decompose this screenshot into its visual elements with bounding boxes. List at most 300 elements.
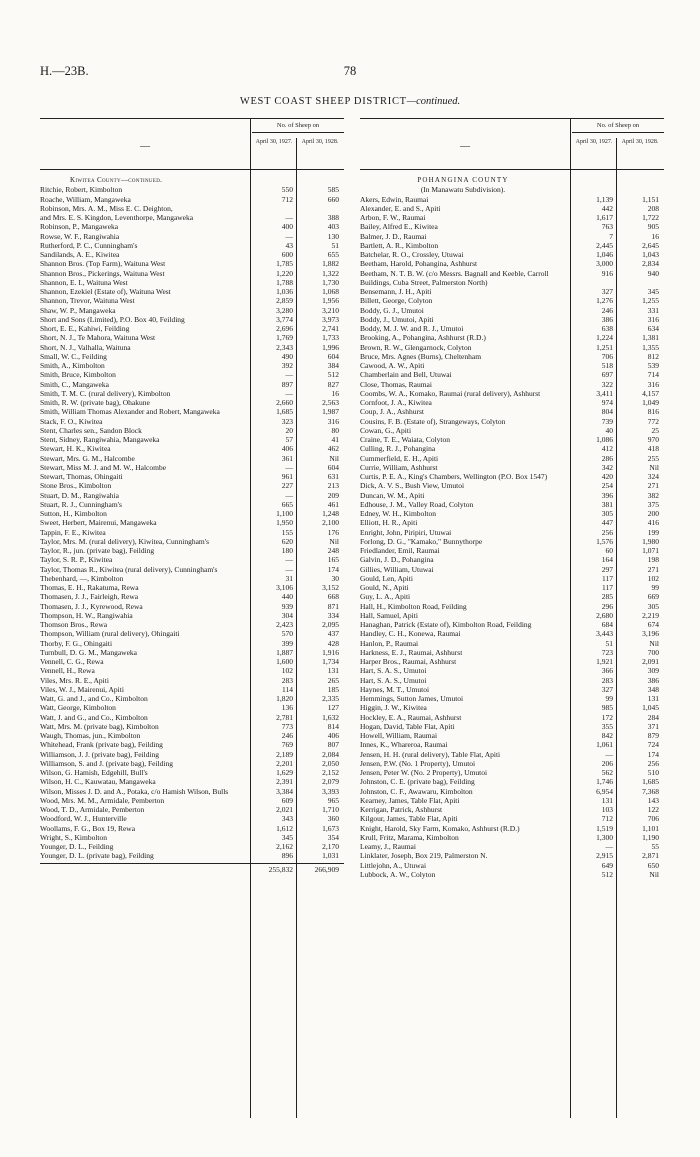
sheep-1928: 403 bbox=[327, 222, 339, 232]
owner-name: Boddy, J., Umutoi, Apiti bbox=[360, 314, 434, 324]
sheep-1927: 490 bbox=[281, 351, 293, 361]
table-row bbox=[40, 407, 344, 416]
sheep-1927: 327 bbox=[601, 684, 613, 694]
table-row bbox=[40, 232, 344, 241]
sheep-1928: 316 bbox=[647, 314, 659, 324]
sheep-1928: 265 bbox=[327, 675, 339, 685]
owner-name: Rutherford, P. C., Cunningham's bbox=[40, 240, 138, 250]
sheep-1927: 1,685 bbox=[276, 407, 293, 417]
sheep-1928: 199 bbox=[647, 527, 659, 537]
sheep-1927: 2,423 bbox=[276, 620, 293, 629]
sheep-1927: 246 bbox=[601, 305, 613, 315]
table-row bbox=[40, 694, 344, 703]
table-row bbox=[40, 676, 344, 685]
owner-name: Coombs, W. A., Komako, Raumai (rural delivery), Ashhurst bbox=[360, 388, 541, 398]
table-row bbox=[360, 583, 664, 592]
owner-name: and Mrs. E. S. Kingdon, Leventhorpe, Mangaweka bbox=[40, 213, 194, 222]
table-row bbox=[40, 805, 344, 814]
sheep-1927: 381 bbox=[601, 499, 613, 509]
table-row bbox=[40, 842, 344, 851]
owner-name: Stone Bros., Kimbolton bbox=[40, 481, 112, 491]
table-row bbox=[360, 352, 664, 361]
sheep-1927: 1,612 bbox=[276, 823, 293, 833]
sheep-1927: 164 bbox=[601, 555, 613, 565]
table-row bbox=[40, 426, 344, 435]
owner-name: Hart, S. A. S., Umutoi bbox=[360, 666, 427, 676]
sheep-1927: 20 bbox=[285, 425, 293, 435]
sheep-1927: 723 bbox=[601, 647, 613, 657]
table-row bbox=[360, 870, 664, 879]
sheep-1927: 400 bbox=[281, 222, 293, 232]
owner-name: Taylor, Mrs. M. (rural delivery), Kiwitea, Cunningham's bbox=[40, 536, 210, 546]
table-row bbox=[360, 851, 664, 860]
sheep-1928: 3,152 bbox=[322, 583, 339, 592]
sheep-1927: 1,617 bbox=[596, 213, 613, 222]
sheep-1927: — bbox=[605, 842, 613, 851]
sheep-1928: 2,100 bbox=[322, 518, 339, 528]
sheep-1927: 103 bbox=[601, 805, 613, 814]
owner-name: Kearney, James, Table Flat, Apiti bbox=[360, 795, 460, 805]
sheep-1927: 43 bbox=[285, 240, 293, 250]
table-row bbox=[360, 620, 664, 629]
sheep-1928: 1,673 bbox=[322, 823, 339, 833]
owner-name: Short, N. J., Te Mahora, Waituna West bbox=[40, 333, 156, 343]
sheep-1927: 3,280 bbox=[276, 305, 293, 315]
table-row bbox=[360, 241, 664, 250]
table-row bbox=[360, 537, 664, 546]
owner-name: Roache, William, Mangaweka bbox=[40, 194, 131, 204]
sheep-1928: 2,834 bbox=[642, 259, 659, 269]
sheep-1927: 399 bbox=[281, 638, 293, 648]
sheep-1928: 248 bbox=[327, 546, 339, 555]
table-row bbox=[40, 370, 344, 379]
owner-name: Short and Sons (Limited), P.O. Box 40, Feilding bbox=[40, 314, 185, 324]
sheep-1927: 512 bbox=[601, 869, 613, 879]
sheep-1927: 1,519 bbox=[596, 823, 613, 833]
owner-name: Billett, George, Colyton bbox=[360, 296, 433, 306]
sheep-1928: 371 bbox=[647, 721, 659, 731]
sheep-1928: 324 bbox=[647, 472, 659, 481]
page-title bbox=[0, 96, 700, 107]
sheep-1928: 724 bbox=[647, 740, 659, 750]
sheep-1928: 816 bbox=[647, 407, 659, 417]
table-row bbox=[360, 315, 664, 324]
sheep-1927: 1,921 bbox=[596, 657, 613, 666]
sheep-1928: 3,196 bbox=[642, 629, 659, 639]
table-row bbox=[360, 518, 664, 527]
sheep-1928: 360 bbox=[327, 814, 339, 824]
sheep-1927: — bbox=[285, 370, 293, 380]
table-row bbox=[360, 389, 664, 398]
table-row bbox=[40, 528, 344, 537]
sheep-1927: — bbox=[285, 490, 293, 500]
sheep-1928: 1,980 bbox=[642, 536, 659, 546]
owner-name: Vennell, H., Rewa bbox=[40, 666, 95, 676]
sheep-1927: 406 bbox=[281, 444, 293, 454]
sheep-1927: 1,820 bbox=[276, 694, 293, 703]
owner-name: Duncan, W. M., Apiti bbox=[360, 490, 425, 500]
sheep-1927: 1,769 bbox=[276, 333, 293, 343]
table-row bbox=[40, 666, 344, 675]
owner-name: Gillies, William, Utuwai bbox=[360, 564, 434, 574]
sheep-1928: 384 bbox=[327, 361, 339, 370]
sheep-1927: 136 bbox=[281, 703, 293, 713]
sheep-1927: — bbox=[285, 564, 293, 574]
sheep-1927: 322 bbox=[601, 379, 613, 389]
table-row bbox=[360, 592, 664, 601]
owner-column-header: — bbox=[460, 141, 470, 152]
sheep-count-header: No. of Sheep on bbox=[252, 122, 344, 133]
owner-name: Kerrigan, Patrick, Ashhurst bbox=[360, 805, 443, 814]
table-row bbox=[360, 269, 664, 288]
sheep-1927: 773 bbox=[281, 721, 293, 731]
table-row bbox=[360, 306, 664, 315]
sheep-1927: 6,954 bbox=[596, 786, 613, 796]
title-main: WEST COAST SHEEP DISTRICT bbox=[239, 96, 407, 107]
sheep-1927: 60 bbox=[605, 546, 613, 555]
sheep-1927: 1,220 bbox=[276, 268, 293, 278]
sheep-1927: 1,629 bbox=[276, 768, 293, 777]
table-row bbox=[40, 629, 344, 638]
table-row bbox=[40, 574, 344, 583]
owner-name: Arbon, F. W., Raumai bbox=[360, 213, 426, 222]
sheep-1928: 1,987 bbox=[322, 407, 339, 417]
owner-name: Hemmings, Sutton James, Umutoi bbox=[360, 694, 464, 703]
sheep-1928: 1,632 bbox=[322, 712, 339, 722]
table-row bbox=[360, 676, 664, 685]
sheep-1928: 2,871 bbox=[642, 851, 659, 861]
table-row bbox=[40, 787, 344, 796]
sheep-1927: 342 bbox=[601, 462, 613, 472]
sheep-1927: 939 bbox=[281, 601, 293, 611]
sheep-1928: 102 bbox=[647, 573, 659, 583]
table-row bbox=[40, 389, 344, 398]
sheep-1927: 1,600 bbox=[276, 657, 293, 666]
sheep-1928: 99 bbox=[651, 583, 659, 592]
sheep-1928: 1,255 bbox=[642, 296, 659, 306]
sheep-1928: 127 bbox=[327, 703, 339, 713]
sheep-1928: 1,190 bbox=[642, 832, 659, 842]
sheep-1928: 669 bbox=[647, 592, 659, 602]
owner-name: Stewart, H. K., Kiwitea bbox=[40, 444, 111, 454]
sheep-1928: 30 bbox=[331, 573, 339, 583]
table-row bbox=[360, 213, 664, 222]
left-table bbox=[40, 118, 344, 1118]
table-row bbox=[40, 750, 344, 759]
sheep-1927: 2,201 bbox=[276, 758, 293, 768]
sheep-1928: 213 bbox=[327, 481, 339, 491]
sheep-1928: Nil bbox=[649, 638, 659, 648]
table-row bbox=[40, 592, 344, 601]
sheep-1928: 1,248 bbox=[322, 509, 339, 518]
sheep-1928: 3,973 bbox=[322, 314, 339, 324]
sheep-1927: 99 bbox=[605, 694, 613, 703]
table-row bbox=[40, 851, 344, 860]
sheep-count-header: No. of Sheep on bbox=[572, 122, 664, 133]
sheep-1927: — bbox=[285, 555, 293, 565]
owner-name: Shannon, Ezekiel (Estate of), Waituna West bbox=[40, 287, 171, 296]
sheep-1928: 905 bbox=[647, 222, 659, 232]
sheep-1928: 807 bbox=[327, 740, 339, 750]
sheep-1927: 323 bbox=[281, 416, 293, 426]
table-row bbox=[40, 324, 344, 333]
owner-name: Stewart, Miss M. J. and M. W., Halcombe bbox=[40, 462, 167, 472]
table-row bbox=[360, 602, 664, 611]
owner-name: Hogan, David, Table Flat, Apiti bbox=[360, 721, 455, 731]
total-label bbox=[40, 865, 250, 874]
owner-name: Robinson, P., Mangaweka bbox=[40, 222, 119, 232]
owner-name: Smith, William Thomas Alexander and Robert, Mangaweka bbox=[40, 407, 220, 417]
sheep-1928: 130 bbox=[327, 231, 339, 241]
sheep-1928: 7,368 bbox=[642, 786, 659, 796]
sheep-1928: 1,049 bbox=[642, 398, 659, 407]
table-row bbox=[40, 611, 344, 620]
table-row bbox=[40, 639, 344, 648]
table-row bbox=[40, 759, 344, 768]
sheep-1927: 518 bbox=[601, 361, 613, 370]
owner-name: Watt, J. and G., and Co., Kimbolton bbox=[40, 712, 148, 722]
sheep-1928: 2,084 bbox=[322, 749, 339, 759]
sheep-1927: — bbox=[285, 231, 293, 241]
sheep-1927: 327 bbox=[601, 287, 613, 296]
sheep-1928: 416 bbox=[647, 518, 659, 528]
table-row bbox=[40, 454, 344, 463]
owner-name: Edhouse, J. M., Valley Road, Colyton bbox=[360, 499, 474, 509]
owner-name: Knight, Harold, Sky Farm, Komako, Ashhurst (R.D.) bbox=[360, 823, 520, 833]
sheep-1928: Nil bbox=[329, 536, 339, 546]
table-row bbox=[360, 713, 664, 722]
sheep-1928: 386 bbox=[647, 675, 659, 685]
sheep-1927: 1,086 bbox=[596, 435, 613, 444]
owner-name: Woodford, W. J., Hunterville bbox=[40, 814, 127, 824]
table-row bbox=[360, 426, 664, 435]
sheep-1927: 1,746 bbox=[596, 777, 613, 787]
sheep-1928: 1,956 bbox=[322, 296, 339, 306]
sheep-1927: 1,300 bbox=[596, 832, 613, 842]
table-row bbox=[40, 546, 344, 555]
sheep-1928: 2,645 bbox=[642, 240, 659, 250]
owner-name: Waugh, Thomas, jun., Kimbolton bbox=[40, 731, 141, 740]
owner-name: Wood, T. D., Armidale, Pemberton bbox=[40, 805, 145, 814]
sheep-1928: 16 bbox=[651, 231, 659, 241]
sheep-1928: 700 bbox=[647, 647, 659, 657]
sheep-1927: 916 bbox=[601, 268, 613, 278]
table-row bbox=[40, 315, 344, 324]
owner-name: Johnston, C. F., Awawaru, Kimbolton bbox=[360, 786, 473, 796]
owner-name: Woollams, F. G., Box 19, Rewa bbox=[40, 823, 136, 833]
owner-name: Linklater, Joseph, Box 219, Palmerston N. bbox=[360, 851, 488, 861]
sheep-1927: 206 bbox=[601, 758, 613, 768]
table-row bbox=[40, 306, 344, 315]
sheep-1928: 1,045 bbox=[642, 703, 659, 713]
sheep-1928: 940 bbox=[647, 268, 659, 278]
owner-name: Smith, T. M. C. (rural delivery), Kimbolton bbox=[40, 388, 171, 398]
sheep-1927: 697 bbox=[601, 370, 613, 380]
owner-name: Sutton, H., Kimbolton bbox=[40, 509, 107, 518]
owner-name: Jensen, P.W. (No. 1 Property), Umutoi bbox=[360, 758, 476, 768]
sheep-1927: 246 bbox=[281, 731, 293, 740]
owner-name: Watt, G. and J., and Co., Kimbolton bbox=[40, 694, 148, 703]
sheep-1928: 2,050 bbox=[322, 758, 339, 768]
table-row bbox=[40, 814, 344, 823]
owner-name: Watt, Mrs. M. (private bag), Kimbolton bbox=[40, 721, 159, 731]
owner-name: Whitehead, Frank (private bag), Feilding bbox=[40, 740, 163, 750]
owner-name: Smith, C., Mangaweka bbox=[40, 379, 109, 389]
sheep-1927: 665 bbox=[281, 499, 293, 509]
sheep-1928: 1,685 bbox=[642, 777, 659, 787]
table-row bbox=[40, 204, 344, 213]
sheep-1928: 461 bbox=[327, 499, 339, 509]
table-row bbox=[360, 648, 664, 657]
sheep-1927: 897 bbox=[281, 379, 293, 389]
owner-name: Thorby, F. G., Ohingaiti bbox=[40, 638, 113, 648]
owner-name: Boddy, M. J. W. and R. J., Umutoi bbox=[360, 324, 464, 333]
table-row bbox=[360, 296, 664, 305]
sheep-1928: 256 bbox=[647, 758, 659, 768]
sheep-1927: 2,162 bbox=[276, 842, 293, 851]
owner-name: Smith, R. W. (private bag), Ohakune bbox=[40, 398, 150, 407]
table-row bbox=[40, 555, 344, 564]
table-row bbox=[40, 777, 344, 786]
sheep-1928: 55 bbox=[651, 842, 659, 851]
sheep-1928: 41 bbox=[331, 435, 339, 444]
sheep-1927: 712 bbox=[281, 194, 293, 204]
sheep-1927: 562 bbox=[601, 768, 613, 777]
sheep-1928: 305 bbox=[647, 601, 659, 611]
owner-name: Shannon, Trevor, Waituna West bbox=[40, 296, 135, 306]
owner-name: Bartlett, A. R., Kimbolton bbox=[360, 240, 439, 250]
sheep-1928: 660 bbox=[327, 194, 339, 204]
sheep-1928: 827 bbox=[327, 379, 339, 389]
table-row bbox=[360, 768, 664, 777]
sheep-1928: 965 bbox=[327, 795, 339, 805]
owner-name: Batchelar, R. O., Crossley, Utuwai bbox=[360, 250, 464, 259]
table-row bbox=[40, 620, 344, 629]
owner-name: Guy, L. A., Apiti bbox=[360, 592, 411, 602]
owner-name: Williamson, J. J. (private bag), Feilding bbox=[40, 749, 160, 759]
sheep-1928: 714 bbox=[647, 370, 659, 380]
table-row bbox=[40, 583, 344, 592]
section-heading: POHANGINA COUNTY bbox=[417, 176, 509, 184]
table-row bbox=[40, 352, 344, 361]
sheep-1928: 3,210 bbox=[322, 305, 339, 315]
table-row bbox=[40, 500, 344, 509]
sheep-1928: 122 bbox=[647, 805, 659, 814]
sheep-1928: 1,996 bbox=[322, 342, 339, 352]
sheep-1927: 3,443 bbox=[596, 629, 613, 639]
sheep-1927: 1,046 bbox=[596, 250, 613, 259]
owner-name: Beetham, N. T. B. W. (c/o Messrs. Bagnall and Keeble, Carroll Buildings, Cuba Street, Palmerston North) bbox=[360, 268, 549, 287]
owner-name: Rowse, W. F., Rangiwahia bbox=[40, 231, 120, 241]
owner-name: Gould, Len, Apiti bbox=[360, 573, 413, 583]
owner-name: Cornfoot, J. A., Kiwitea bbox=[360, 398, 432, 407]
sheep-1928: Nil bbox=[649, 869, 659, 879]
owner-name: Innes, K., Whareroa, Raumai bbox=[360, 740, 448, 750]
table-row bbox=[360, 740, 664, 749]
table-row bbox=[360, 361, 664, 370]
sheep-1928: 271 bbox=[647, 564, 659, 574]
table-row bbox=[360, 694, 664, 703]
owner-name: Shannon Bros., Pickerings, Waituna West bbox=[40, 268, 165, 278]
table-row bbox=[40, 491, 344, 500]
sheep-1928: 512 bbox=[327, 370, 339, 380]
sheep-1928: 812 bbox=[647, 351, 659, 361]
sheep-1928: 309 bbox=[647, 666, 659, 676]
owner-name: Hall, Samuel, Apiti bbox=[360, 610, 418, 620]
table-row bbox=[360, 657, 664, 666]
owner-name: Wood, Mrs. M. M., Armidale, Pemberton bbox=[40, 795, 165, 805]
owner-name: Cowan, G., Apiti bbox=[360, 425, 412, 435]
owner-name: Stack, F. O., Kiwitea bbox=[40, 416, 103, 426]
table-row bbox=[360, 444, 664, 453]
sheep-tables bbox=[40, 118, 670, 1118]
owner-name: Culling, R. J., Pohangina bbox=[360, 444, 436, 454]
owner-name: Currie, William, Ashhurst bbox=[360, 462, 438, 472]
sheep-1927: 1,224 bbox=[596, 333, 613, 343]
sheep-1927: 296 bbox=[601, 601, 613, 611]
title-continued: —continued. bbox=[406, 96, 461, 107]
table-row bbox=[360, 565, 664, 574]
sheep-1927: 420 bbox=[601, 472, 613, 481]
table-row bbox=[360, 407, 664, 416]
owner-name: Beetham, Harold, Pohangina, Ashhurst bbox=[360, 259, 478, 269]
table-row bbox=[360, 370, 664, 379]
sheep-1928: 970 bbox=[647, 435, 659, 444]
owner-name: Dick, A. V. S., Bush View, Umutoi bbox=[360, 481, 465, 491]
sheep-1928: 165 bbox=[327, 555, 339, 565]
sheep-1927: 769 bbox=[281, 740, 293, 750]
right-table bbox=[360, 118, 664, 1118]
owner-name: Handley, C. H., Konewa, Raumai bbox=[360, 629, 461, 639]
table-row bbox=[360, 417, 664, 426]
sheep-1927: 180 bbox=[281, 546, 293, 555]
owner-name: Johnston, C. E. (private bag), Feilding bbox=[360, 777, 475, 787]
sheep-1928: 1,916 bbox=[322, 647, 339, 657]
sheep-1928: 1,151 bbox=[642, 194, 659, 204]
owner-name: Thomson Bros., Rewa bbox=[40, 620, 108, 629]
sheep-1928: 200 bbox=[647, 509, 659, 518]
sheep-1927: 51 bbox=[605, 638, 613, 648]
owner-name: Balmer, J. D., Raumai bbox=[360, 231, 427, 241]
sheep-1928: 1,381 bbox=[642, 333, 659, 343]
sheep-1928: 1,355 bbox=[642, 342, 659, 352]
owner-name: Edney, W. H., Kimbolton bbox=[360, 509, 436, 518]
owner-name: Smith, Bruce, Kimbolton bbox=[40, 370, 116, 380]
table-row bbox=[360, 380, 664, 389]
table-row bbox=[360, 250, 664, 259]
table-row bbox=[360, 814, 664, 823]
table-row bbox=[360, 666, 664, 675]
sheep-1928: 510 bbox=[647, 768, 659, 777]
sheep-1928: 1,322 bbox=[322, 268, 339, 278]
table-row bbox=[360, 759, 664, 768]
owner-name: Close, Thomas, Raumai bbox=[360, 379, 432, 389]
sheep-1927: 386 bbox=[601, 314, 613, 324]
sheep-1928: 255 bbox=[647, 453, 659, 463]
owner-name: Hart, S. A. S., Umutoi bbox=[360, 675, 427, 685]
sheep-1927: 2,781 bbox=[276, 712, 293, 722]
sheep-1927: 842 bbox=[601, 731, 613, 740]
sheep-1927: 1,576 bbox=[596, 536, 613, 546]
sheep-1928: 1,031 bbox=[322, 851, 339, 861]
owner-name: Stent, Charles sen., Sandon Block bbox=[40, 425, 142, 435]
table-row bbox=[40, 269, 344, 278]
owner-name: Watt, George, Kimbolton bbox=[40, 703, 116, 713]
sheep-1928: 539 bbox=[647, 361, 659, 370]
sheep-1928: 271 bbox=[647, 481, 659, 491]
sheep-1927: 1,276 bbox=[596, 296, 613, 306]
owner-name: Thomasen, J. J., Kyrewood, Rewa bbox=[40, 601, 143, 611]
